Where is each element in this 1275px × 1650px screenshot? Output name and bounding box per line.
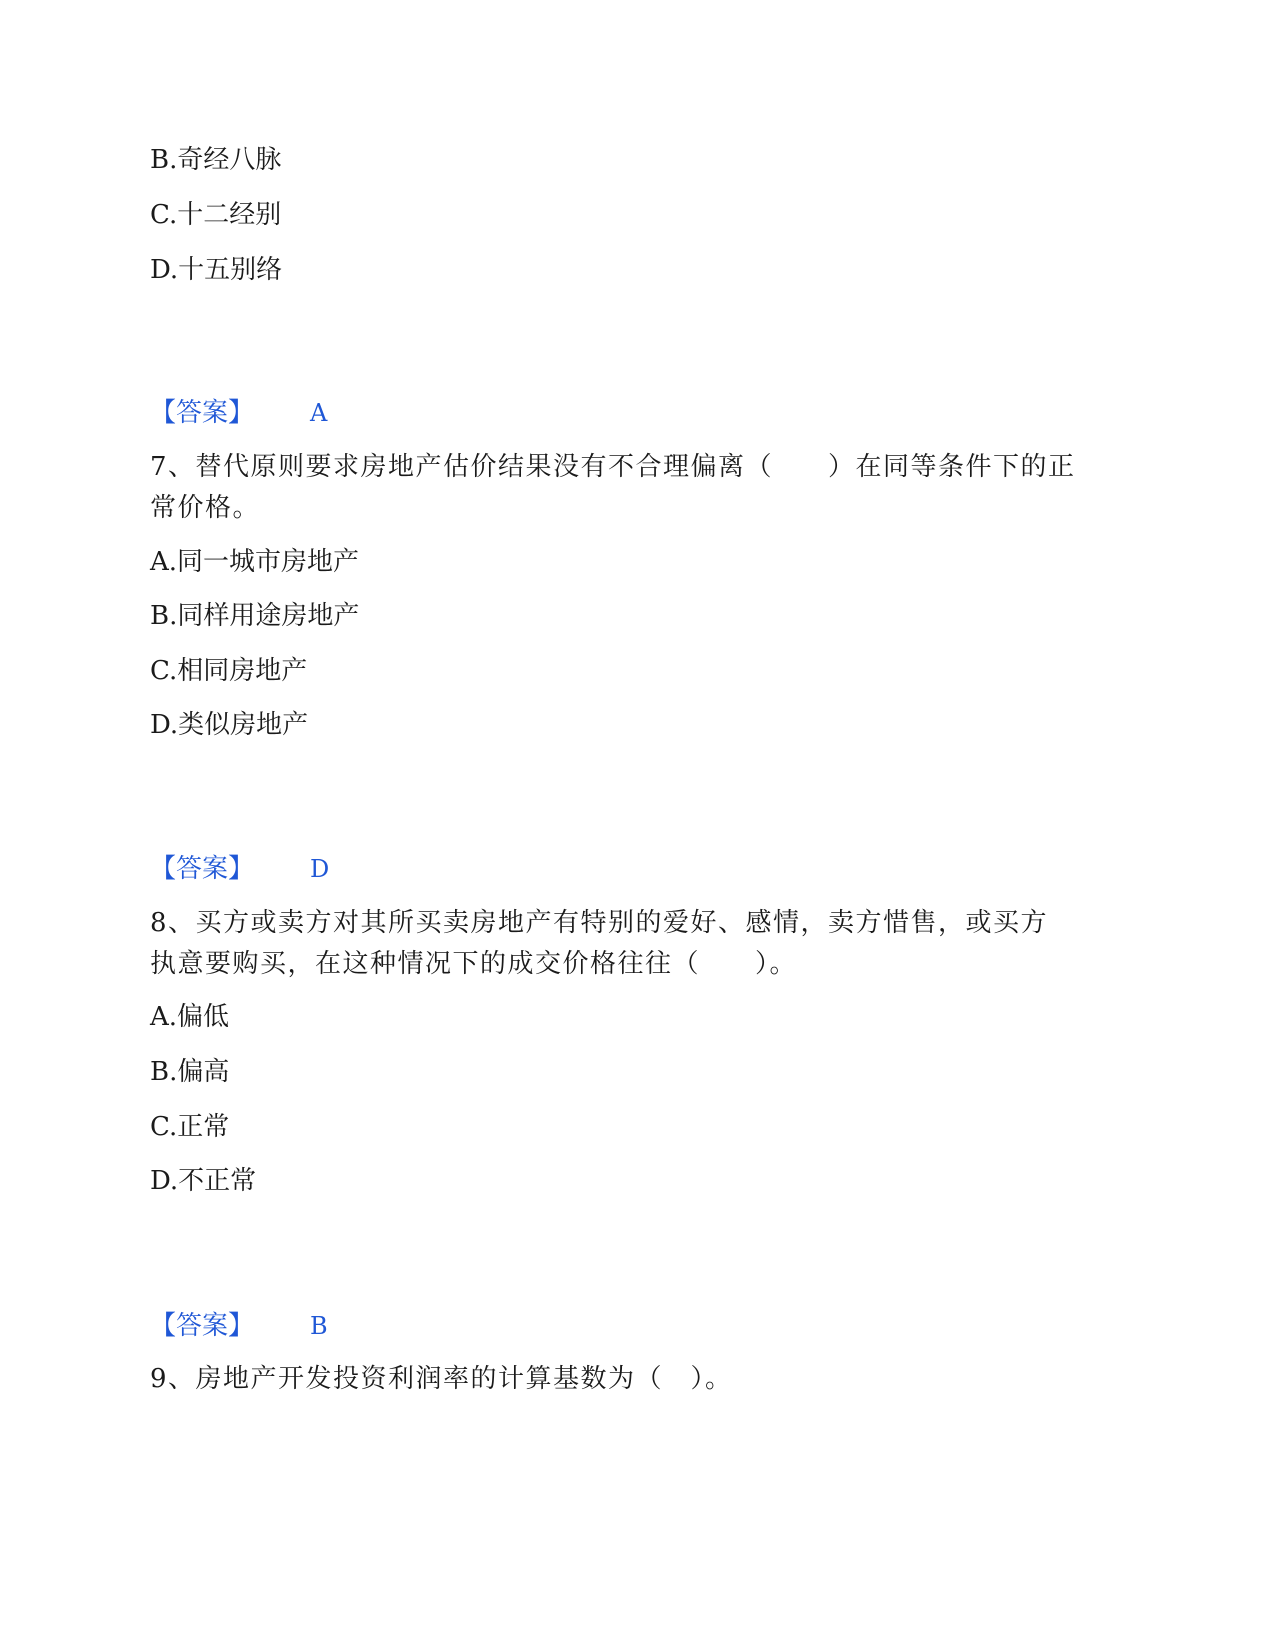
q8-option-c: C.正常 [150,1112,230,1142]
q8-option-d: D.不正常 [150,1166,257,1196]
answer-value: D [310,855,330,883]
q7-option-c: C.相同房地产 [150,656,308,686]
q6-option-d: D.十五别络 [150,255,283,285]
q6-option-c: C.十二经别 [150,200,282,230]
q6-answer [150,398,328,428]
q7-stem-line2: 常价格。 [150,493,261,523]
answer-label: 【答案】 [150,398,255,428]
q7-answer [150,854,330,884]
q8-option-b: B.偏高 [150,1057,230,1087]
q8-stem-line2: 执意要购买，在这种情况下的成交价格往往（ ）。 [150,949,798,979]
q7-option-a: A.同一城市房地产 [150,547,360,577]
answer-label: 【答案】 [150,1311,255,1341]
q7-option-b: B.同样用途房地产 [150,601,360,631]
q7-stem-line1: 7、替代原则要求房地产估价结果没有不合理偏离（ ）在同等条件下的正 [150,452,1076,482]
q7-option-d: D.类似房地产 [150,710,309,740]
q8-option-a: A.偏低 [150,1002,230,1032]
q9-stem-line1: 9、房地产开发投资利润率的计算基数为（ ）。 [150,1364,733,1394]
q8-stem-line1: 8、买方或卖方对其所买卖房地产有特别的爱好、感情，卖方惜售，或买方 [150,908,1049,938]
q6-option-b: B.奇经八脉 [150,145,282,175]
answer-value: B [310,1312,328,1340]
q8-answer [150,1311,328,1341]
answer-value: A [310,399,328,427]
answer-label: 【答案】 [150,854,255,884]
